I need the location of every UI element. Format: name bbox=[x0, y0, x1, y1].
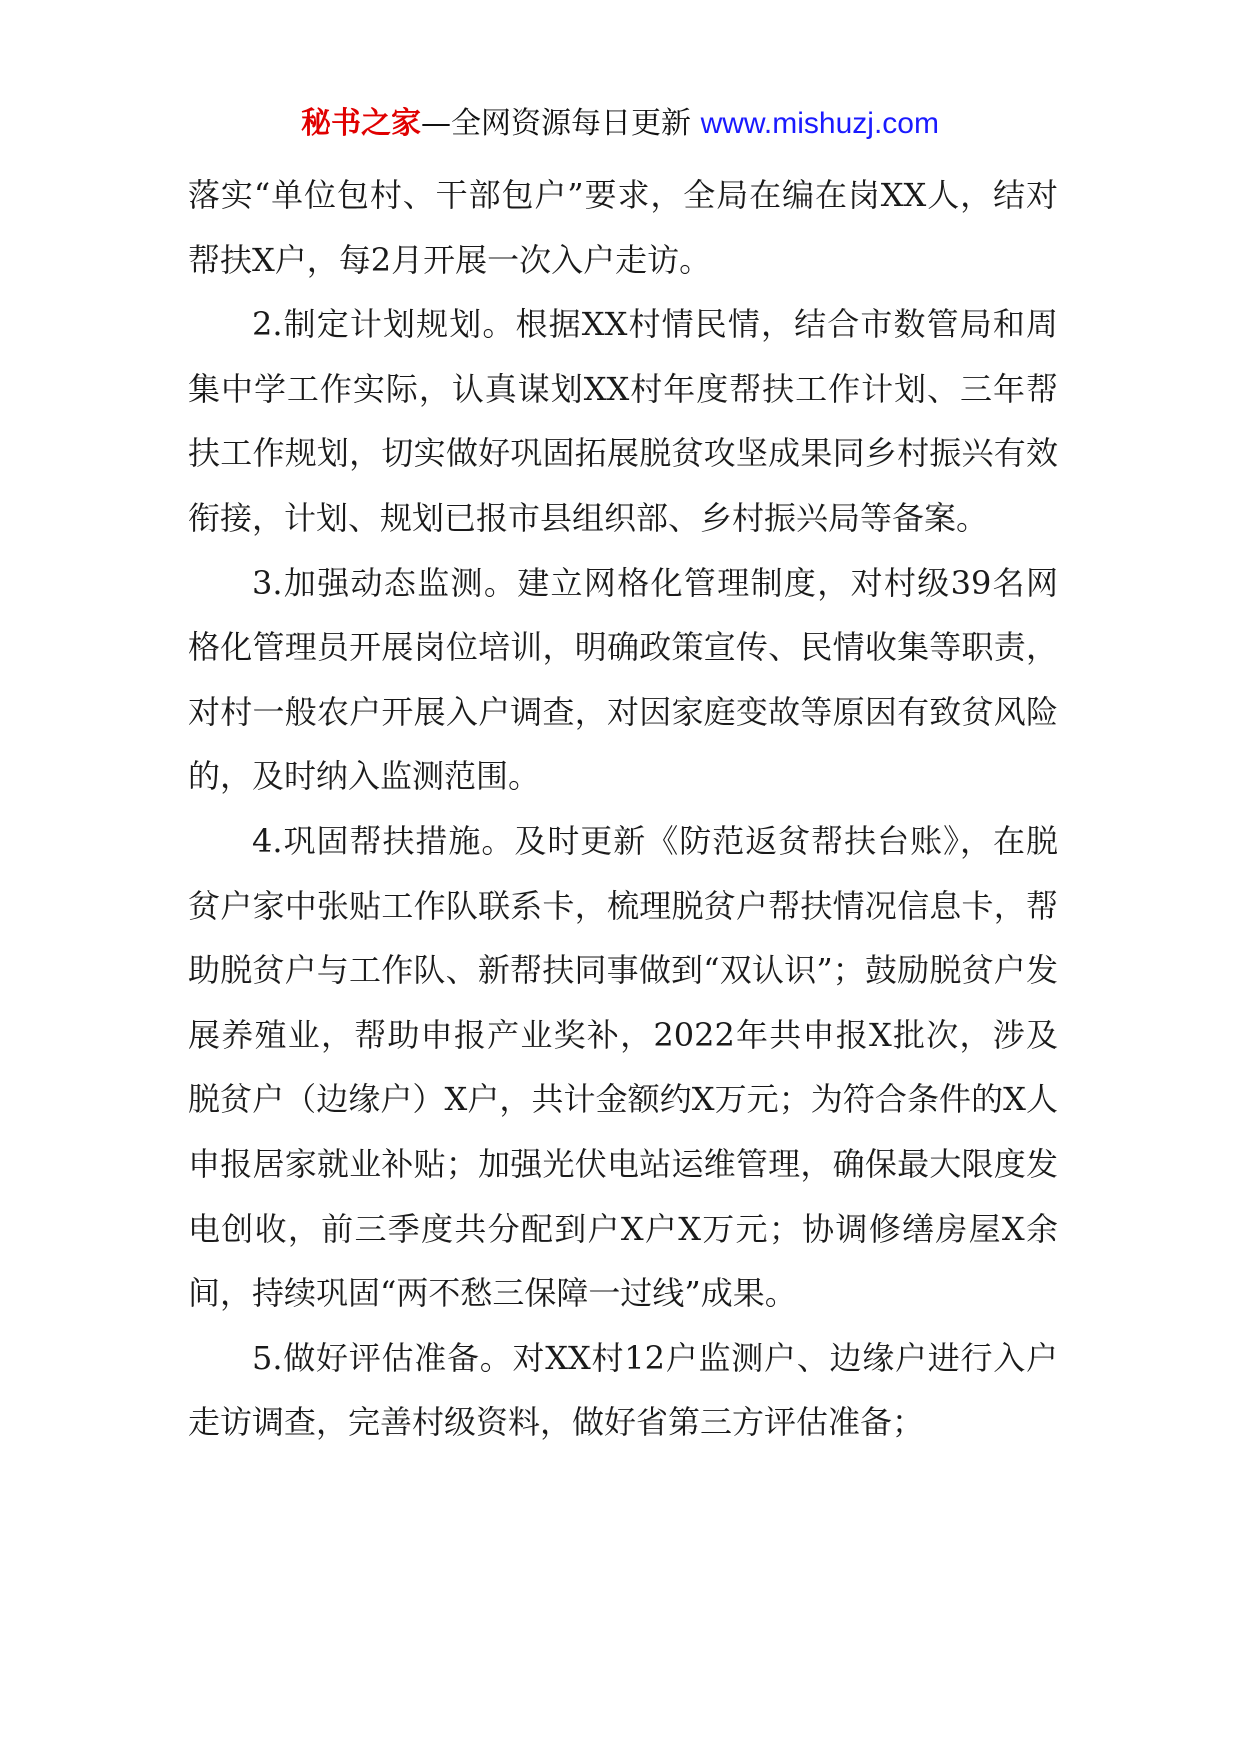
paragraph-plan: 2.制定计划规划。根据XX村情民情，结合市数管局和周集中学工作实际，认真谋划XX村年度帮扶工作计划、三年帮扶工作规划，切实做好巩固拓展脱贫攻坚成果同乡村振兴有效衔接，计划、规划已报市县组织部、乡村振兴局等备案。 bbox=[188, 305, 1058, 537]
paragraph-continuation: 落实“单位包村、干部包户”要求，全局在编在岗XX人，结对帮扶X户，每2月开展一次入户走访。 bbox=[188, 176, 1058, 279]
document-body bbox=[188, 163, 1058, 1455]
paragraph-measures: 4.巩固帮扶措施。及时更新《防范返贫帮扶台账》，在脱贫户家中张贴工作队联系卡，梳理脱贫户帮扶情况信息卡，帮助脱贫户与工作队、新帮扶同事做到“双认识”；鼓励脱贫户发展养殖业，帮助申报产业奖补，2022年共申报X批次，涉及脱贫户（边缘户）X户，共计金额约X万元；为符合条件的X人申报居家就业补贴；加强光伏电站运维管理，确保最大限度发电创收，前三季度共分配到户X户X万元；协调修缮房屋X余间，持续巩固“两不愁三保障一过线”成果。 bbox=[188, 821, 1058, 1313]
site-header bbox=[0, 100, 1240, 148]
paragraph-evaluation: 5.做好评估准备。对XX村12户监测户、边缘户进行入户走访调查，完善村级资料，做好省第三方评估准备； bbox=[188, 1338, 1058, 1442]
site-url[interactable]: www.mishuzj.com bbox=[700, 107, 939, 140]
site-brand: 秘书之家 bbox=[301, 106, 422, 141]
site-tagline: —全网资源每日更新 bbox=[421, 106, 701, 141]
paragraph-monitoring: 3.加强动态监测。建立网格化管理制度，对村级39名网格化管理员开展岗位培训，明确政策宣传、民情收集等职责，对村一般农户开展入户调查，对因家庭变故等原因有致贫风险的，及时纳入监测范围。 bbox=[188, 563, 1058, 796]
